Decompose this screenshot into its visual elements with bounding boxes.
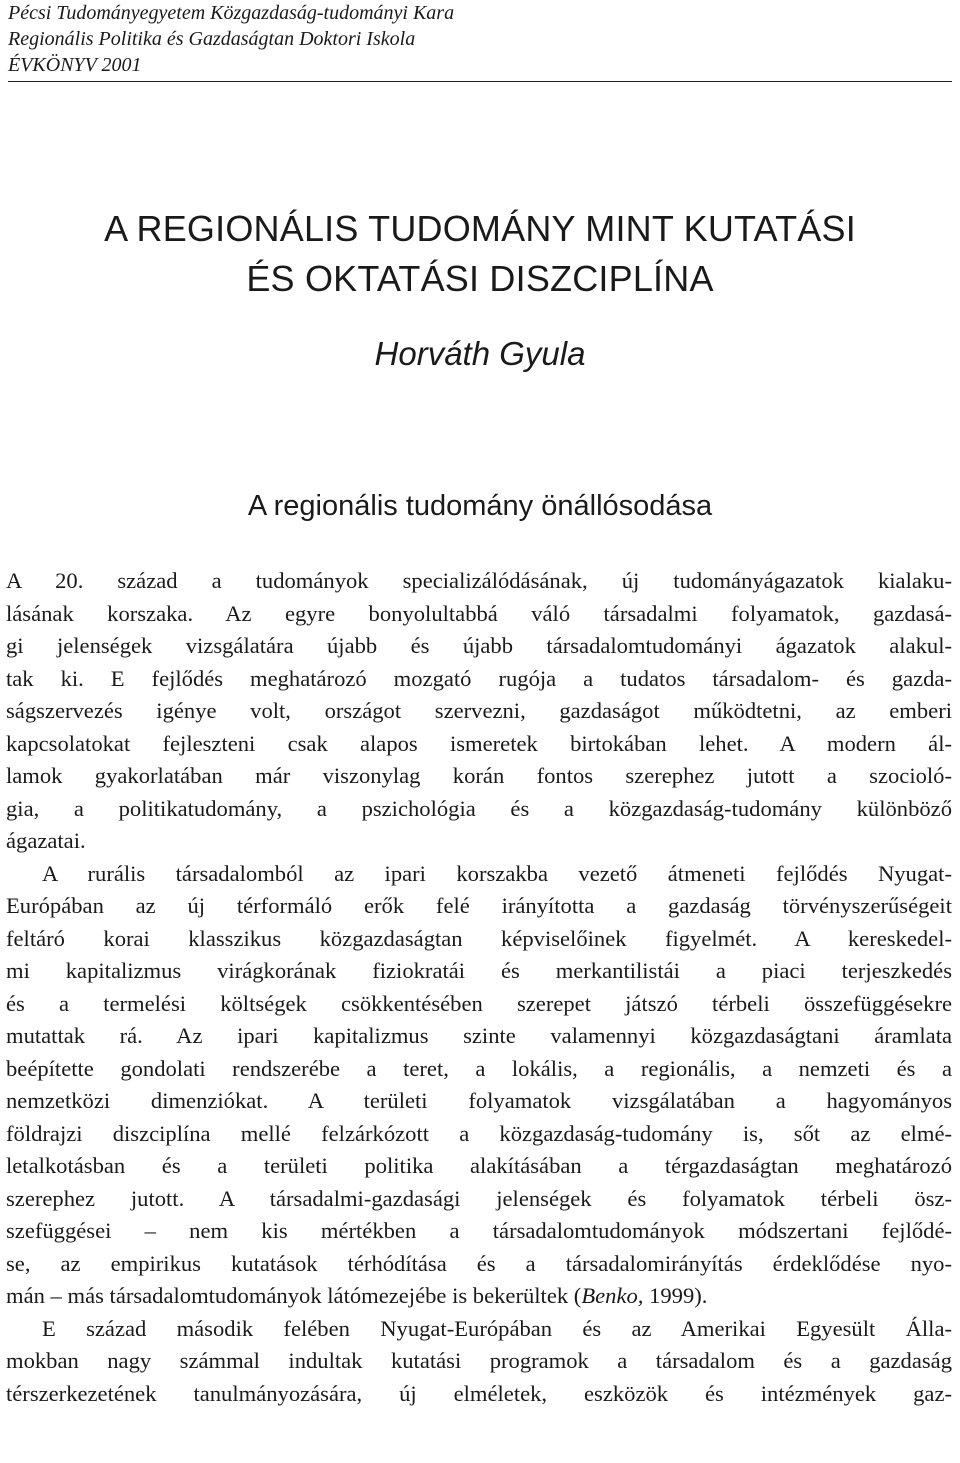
paragraph-2 [6, 858, 952, 1313]
citation-author: Benko, [581, 1283, 644, 1308]
text-line: E század második felében Nyugat-Európában és az Amerikai Egyesült Álla- [42, 1315, 952, 1341]
text-line: lásának korszaka. Az egyre bonyolultabbá váló társadalmi folyamatok, gazdasá- [6, 600, 952, 626]
text-line: mokban nagy számmal indultak kutatási programok a társadalom és a gazdaság [6, 1348, 952, 1373]
running-header [8, 0, 952, 82]
header-doctoral-school: Regionális Politika és Gazdaságtan Doktori Iskola [8, 28, 416, 50]
text-line: ágazatai. [6, 828, 86, 853]
text-line: ságszervezés igénye volt, országot szervezni, gazdaságot működtetni, az emberi [6, 698, 952, 723]
title-line-1: A REGIONÁLIS TUDOMÁNY MINT KUTATÁSI [104, 208, 856, 249]
text-line: feltáró korai klasszikus közgazdaságtan képviselőinek figyelmét. A kereskedel- [6, 925, 952, 951]
text-line: letalkotásban és a területi politika alakításában a térgazdaságtan meghatározó [6, 1153, 952, 1178]
header-university: Pécsi Tudományegyetem Közgazdaság-tudományi Kara [8, 2, 455, 24]
text-line: nemzetközi dimenziókat. A területi folyamatok vizsgálatában a hagyományos [6, 1088, 952, 1113]
text-line: lamok gyakorlatában már viszonylag korán fontos szerephez jutott a szocioló- [6, 763, 952, 788]
paragraph-3 [6, 1313, 952, 1411]
text-line: földrajzi diszciplína mellé felzárkózott a közgazdaság-tudomány is, sőt az elmé- [6, 1120, 952, 1146]
text-line: A rurális társadalomból az ipari korszakba vezető átmeneti fejlődés Nyugat- [42, 860, 952, 886]
text-line: beépítette gondolati rendszerébe a teret, a lokális, a regionális, a nemzeti és a [6, 1055, 952, 1081]
text-line: mutattak rá. Az ipari kapitalizmus szinte valamennyi közgazdaságtani áramlata [6, 1023, 952, 1048]
text-line: kapcsolatokat fejleszteni csak alapos ismeretek birtokában lehet. A modern ál- [6, 730, 952, 756]
title-line-2: ÉS OKTATÁSI DISZCIPLÍNA [246, 258, 714, 299]
body-text [6, 565, 952, 1410]
citation-year: 1999). [643, 1283, 708, 1308]
paragraph-1 [6, 565, 952, 858]
section-heading: A regionális tudomány önállósodása [247, 490, 713, 522]
author-name: Horváth Gyula [374, 335, 586, 372]
header-yearbook: ÉVKÖNYV 2001 [8, 54, 142, 76]
text-line: mi kapitalizmus virágkorának fiziokratái és merkantilistái a piaci terjeszkedés [6, 958, 952, 983]
text-line: és a termelési költségek csökkentésében szerepet játszó térbeli összefüggésekre [6, 990, 952, 1016]
text-line: A 20. század a tudományok specializálódásának, új tudományágazatok kialaku- [6, 568, 952, 593]
article-title [0, 204, 960, 304]
text-line: térszerkezetének tanulmányozására, új elméletek, eszközök és intézmények gaz- [6, 1380, 952, 1406]
text-line: gi jelenségek vizsgálatára újabb és újabb társadalomtudományi ágazatok alakul- [6, 633, 952, 658]
text-line: szerephez jutott. A társadalmi-gazdasági jelenségek és folyamatok térbeli ösz- [6, 1185, 952, 1211]
text-line: Európában az új térformáló erők felé irányította a gazdaság törvényszerűségeit [6, 893, 952, 918]
text-line: szefüggései – nem kis mértékben a társadalomtudományok módszertani fejlődé- [6, 1218, 952, 1243]
text-line: gia, a politikatudomány, a pszichológia és a közgazdaság-tudomány különböző [6, 795, 952, 821]
text-line: se, az empirikus kutatások térhódítása és a társadalomirányítás érdeklődése nyo- [6, 1250, 952, 1276]
text-line: tak ki. E fejlődés meghatározó mozgató rugója a tudatos társadalom- és gazda- [6, 665, 952, 691]
text-line: mán – más társadalomtudományok látómezejébe is bekerültek ( [6, 1283, 582, 1308]
text-line-with-citation [6, 1280, 952, 1313]
